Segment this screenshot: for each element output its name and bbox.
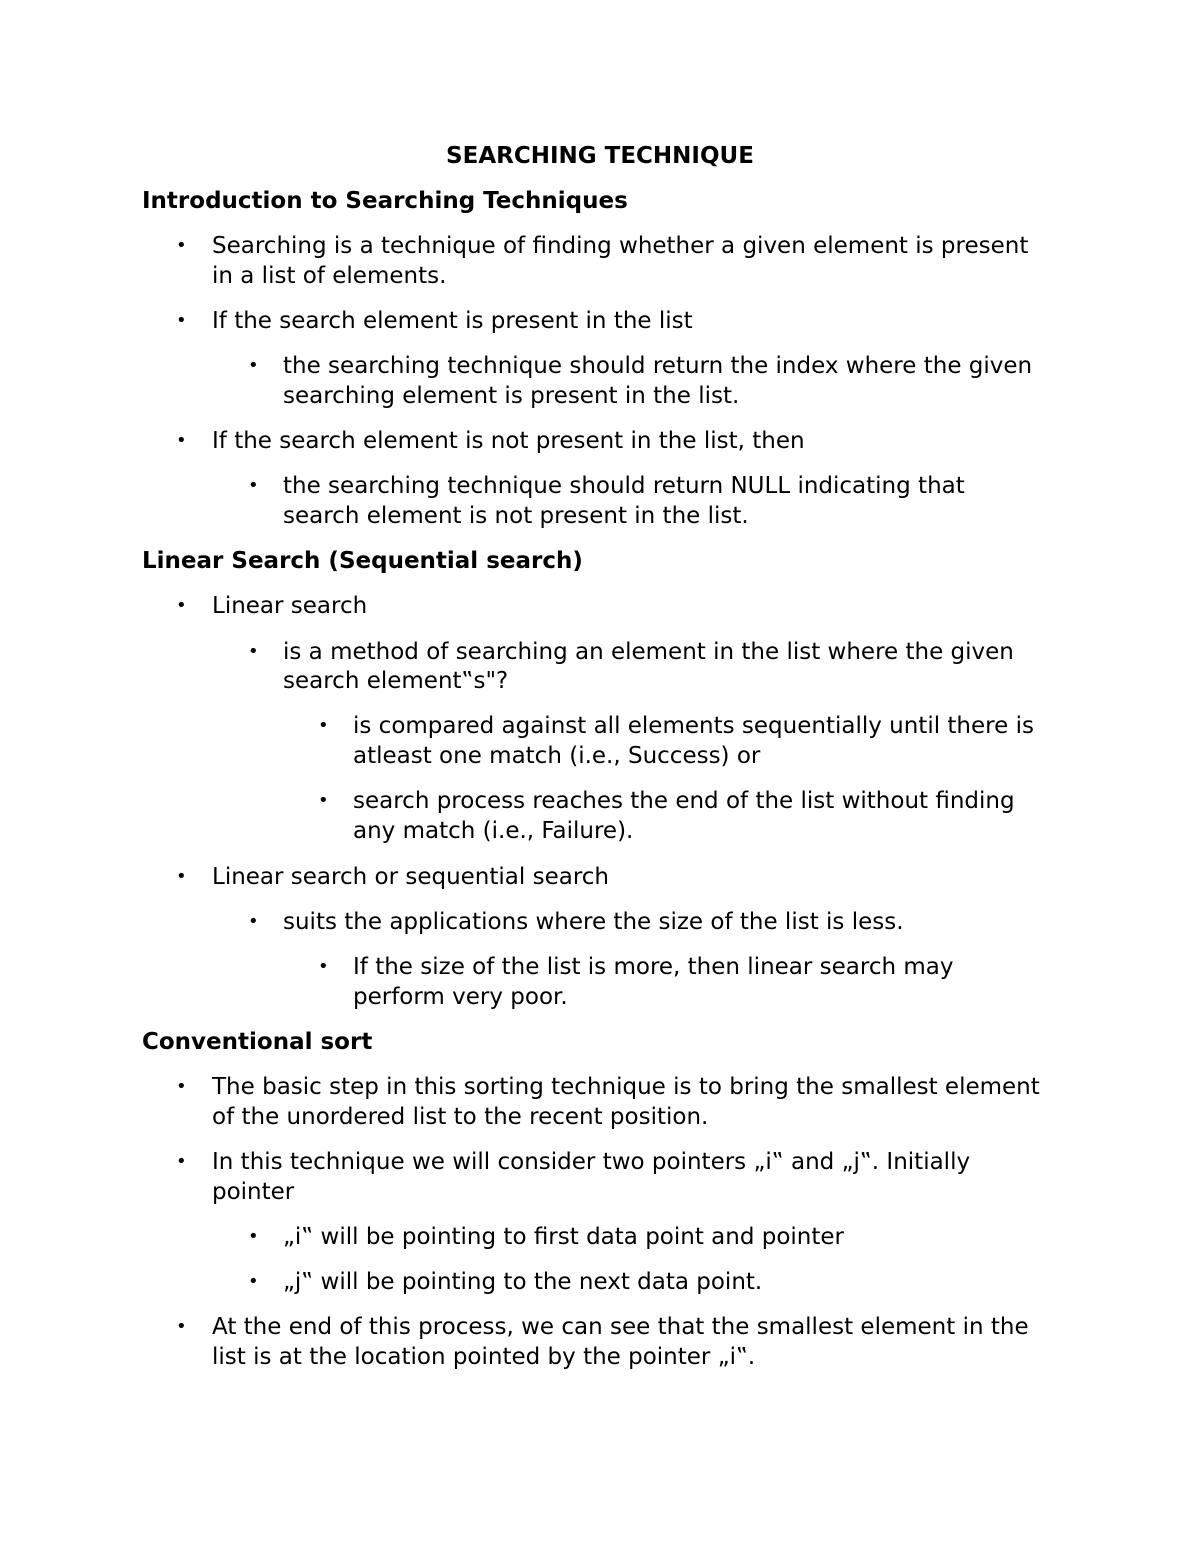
bullet-icon: • [248,911,259,932]
section-heading-introduction: Introduction to Searching Techniques [142,188,628,214]
list-item-text: The basic step in this sorting technique is to bring the smallest element [212,1074,1040,1100]
section-heading-linear-search: Linear Search (Sequential search) [142,548,583,574]
bullet-icon: • [248,1226,259,1247]
bullet-icon: • [318,790,329,811]
list-item-text: „j‟ will be pointing to the next data point. [283,1269,763,1295]
list-item-text: in a list of elements. [212,263,447,289]
bullet-icon: • [248,641,259,662]
list-item-text: Searching is a technique of finding whether a given element is present [212,233,1029,259]
list-item-text: Linear search or sequential search [212,864,609,890]
bullet-icon: • [248,1271,259,1292]
bullet-icon: • [318,956,329,977]
list-item-text: search element‟s"? [283,668,509,694]
bullet-icon: • [318,715,329,736]
section-heading-conventional-sort: Conventional sort [142,1029,373,1055]
list-item-text: of the unordered list to the recent position. [212,1104,709,1130]
list-item-text: atleast one match (i.e., Success) or [353,743,761,769]
bullet-icon: • [176,866,187,887]
bullet-icon: • [176,430,187,451]
list-item-text: Linear search [212,593,368,619]
list-item-text: the searching technique should return the index where the given [283,353,1033,379]
bullet-icon: • [176,1076,187,1097]
list-item-text: In this technique we will consider two pointers „i‟ and „j‟. Initially [212,1149,971,1175]
bullet-icon: • [176,595,187,616]
list-item-text: is a method of searching an element in the list where the given [283,639,1014,665]
list-item-text: searching element is present in the list. [283,383,740,409]
list-item-text: the searching technique should return NULL indicating that [283,473,965,499]
bullet-icon: • [176,1316,187,1337]
bullet-icon: • [248,475,259,496]
bullet-icon: • [248,355,259,376]
list-item-text: If the size of the list is more, then linear search may [353,954,954,980]
list-item-text: search element is not present in the list. [283,503,749,529]
list-item-text: list is at the location pointed by the pointer „i‟. [212,1344,756,1370]
list-item-text: „i‟ will be pointing to first data point and pointer [283,1224,845,1250]
list-item-text: pointer [212,1179,295,1205]
list-item-text: is compared against all elements sequentially until there is [353,713,1034,739]
list-item-text: If the search element is present in the list [212,308,693,334]
list-item-text: search process reaches the end of the list without finding [353,788,1015,814]
list-item-text: perform very poor. [353,984,568,1010]
list-item-text: any match (i.e., Failure). [353,818,634,844]
document-title: SEARCHING TECHNIQUE [446,143,754,169]
bullet-icon: • [176,1151,187,1172]
list-item-text: At the end of this process, we can see that the smallest element in the [212,1314,1029,1340]
list-item-text: If the search element is not present in the list, then [212,428,805,454]
list-item-text: suits the applications where the size of the list is less. [283,909,904,935]
bullet-icon: • [176,235,187,256]
bullet-icon: • [176,310,187,331]
